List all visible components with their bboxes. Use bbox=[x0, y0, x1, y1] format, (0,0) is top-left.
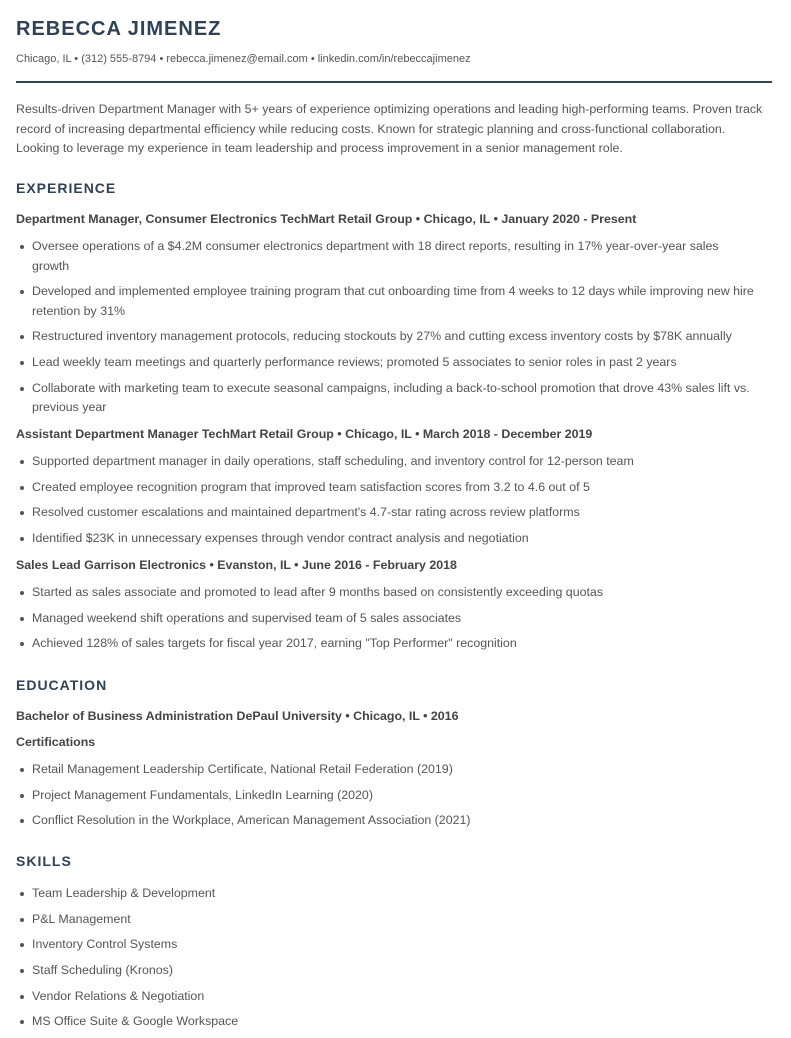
degree-line: Bachelor of Business Administration DePaul University • Chicago, IL • 2016 bbox=[16, 709, 459, 723]
certifications-heading: Certifications bbox=[16, 735, 96, 749]
list-item: Supported department manager in daily operations, staff scheduling, and inventory control for 12-person team bbox=[16, 452, 756, 472]
job-title-2: Assistant Department Manager TechMart Retail Group • Chicago, IL • March 2018 - December 2019 bbox=[16, 427, 593, 441]
contact-line: Chicago, IL • (312) 555-8794 • rebecca.jimenez@email.com • linkedin.com/in/rebeccajimenez bbox=[16, 53, 471, 65]
list-item: Collaborate with marketing team to execute seasonal campaigns, including a back-to-school promotion that drove 43% sales lift vs. previous year bbox=[16, 379, 756, 418]
list-item: Managed weekend shift operations and supervised team of 5 sales associates bbox=[16, 609, 756, 629]
education-heading: EDUCATION bbox=[16, 677, 108, 693]
list-item: Achieved 128% of sales targets for fiscal year 2017, earning "Top Performer" recognition bbox=[16, 634, 756, 654]
list-item: Conflict Resolution in the Workplace, American Management Association (2021) bbox=[16, 811, 756, 831]
list-item: Started as sales associate and promoted to lead after 9 months based on consistently exceeding quotas bbox=[16, 583, 756, 603]
job-1-bullets bbox=[16, 237, 756, 424]
job-3-bullets bbox=[16, 583, 756, 660]
list-item: Identified $23K in unnecessary expenses through vendor contract analysis and negotiation bbox=[16, 529, 756, 549]
list-item: Vendor Relations & Negotiation bbox=[16, 987, 756, 1007]
list-item: Resolved customer escalations and maintained department's 4.7-star rating across review platforms bbox=[16, 503, 756, 523]
candidate-name: REBECCA JIMENEZ bbox=[16, 18, 222, 40]
list-item: Retail Management Leadership Certificate, National Retail Federation (2019) bbox=[16, 760, 756, 780]
header-divider bbox=[16, 81, 772, 83]
job-title-3: Sales Lead Garrison Electronics • Evanston, IL • June 2016 - February 2018 bbox=[16, 558, 457, 572]
job-title-1: Department Manager, Consumer Electronics TechMart Retail Group • Chicago, IL • January 2020 - Present bbox=[16, 212, 637, 226]
list-item: Created employee recognition program that improved team satisfaction scores from 3.2 to 4.6 out of 5 bbox=[16, 478, 756, 498]
list-item: Team Leadership & Development bbox=[16, 884, 756, 904]
list-item: Developed and implemented employee training program that cut onboarding time from 4 weeks to 12 days while improving new hire retention by 31% bbox=[16, 282, 756, 321]
job-2-bullets bbox=[16, 452, 756, 555]
list-item: Project Management Fundamentals, LinkedIn Learning (2020) bbox=[16, 786, 756, 806]
professional-summary: Results-driven Department Manager with 5+ years of experience optimizing operations and leading high-performing teams. Proven track record of increasing departmental efficiency while reducing costs. Known for strategic planning and cross-functional collaboration. Looking to leverage my experience in team leadership and process improvement in a senior management role. bbox=[16, 102, 763, 155]
list-item: Inventory Control Systems bbox=[16, 935, 756, 955]
list-item: Staff Scheduling (Kronos) bbox=[16, 961, 756, 981]
list-item: MS Office Suite & Google Workspace bbox=[16, 1012, 756, 1032]
list-item: Lead weekly team meetings and quarterly performance reviews; promoted 5 associates to senior roles in past 2 years bbox=[16, 353, 756, 373]
skills-heading: SKILLS bbox=[16, 853, 72, 869]
list-item: Oversee operations of a $4.2M consumer electronics department with 18 direct reports, resulting in 17% year-over-year sales growth bbox=[16, 237, 756, 276]
list-item: Restructured inventory management protocols, reducing stockouts by 27% and cutting excess inventory costs by $78K annually bbox=[16, 327, 756, 347]
list-item: P&L Management bbox=[16, 910, 756, 930]
skills-list bbox=[16, 884, 756, 1038]
certifications-list bbox=[16, 760, 756, 837]
experience-heading: EXPERIENCE bbox=[16, 180, 117, 196]
